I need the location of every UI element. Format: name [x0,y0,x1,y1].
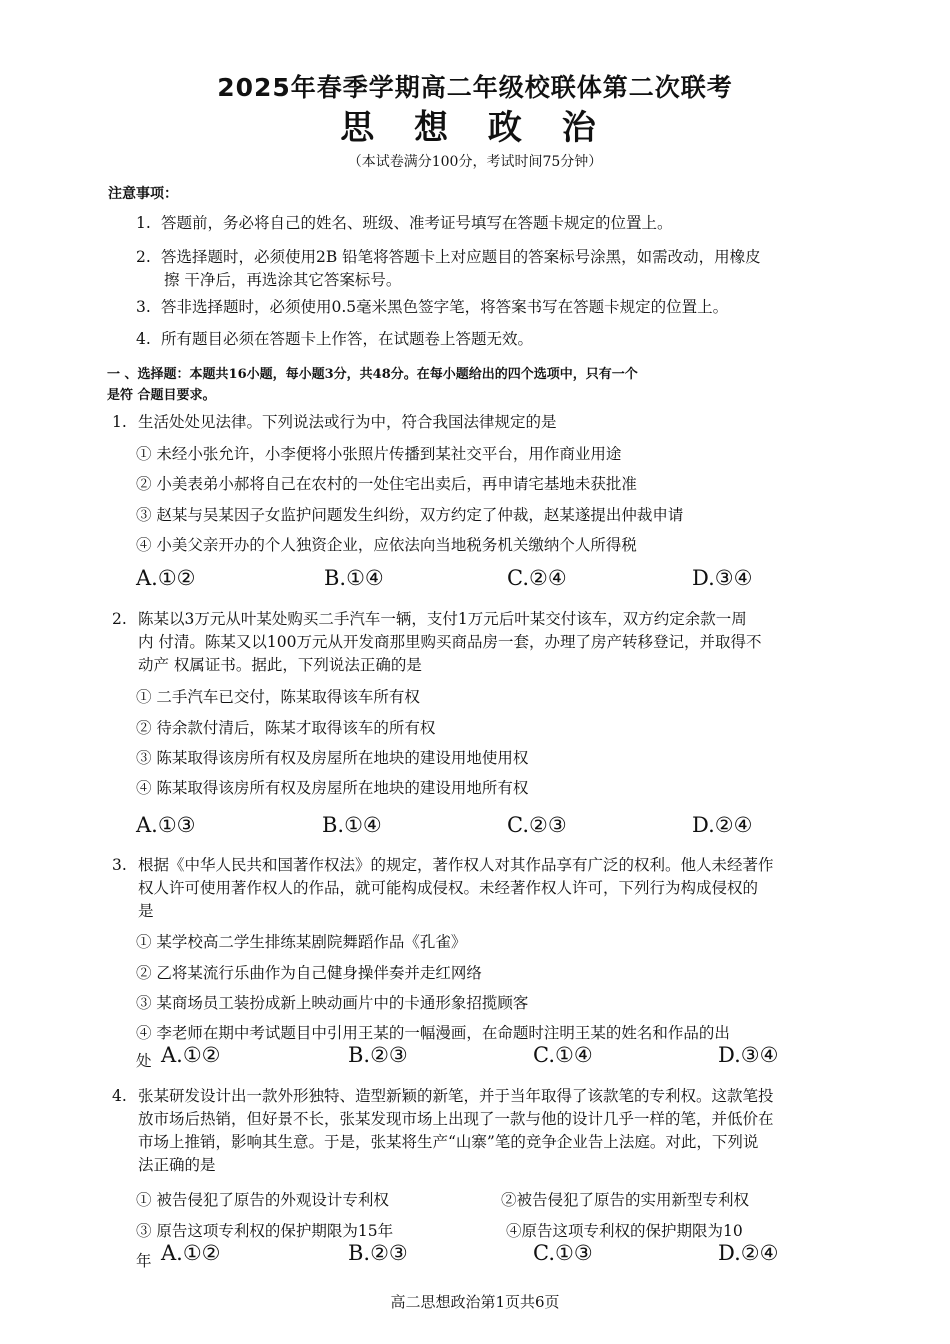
question-text: 动产 权属证书。据此，下列说法正确的是 [138,656,422,674]
question-stem [112,411,887,434]
statement-option: ③ 某商场员工装扮成新上映动画片中的卡通形象招揽顾客 [136,994,529,1012]
statement-option: ③ 陈某取得该房所有权及房屋所在地块的建设用地使用权 [136,749,529,767]
question-stem [112,854,887,923]
question-number: 2. [112,610,127,628]
answer-choice: A.①② [136,566,196,590]
statement-option: ④原告这项专利权的保护期限为10 [506,1222,743,1240]
answer-choice: D.②④ [718,1241,779,1265]
notice-text: 答题前，务必将自己的姓名、班级、准考证号填写在答题卡规定的位置上。 [161,214,673,232]
question-text: 法正确的是 [138,1156,216,1174]
answer-choice: C.②④ [507,566,567,590]
answer-choice: C.②③ [507,813,567,837]
statement-option-tail: 年 [136,1252,152,1270]
statement-option: ① 未经小张允许，小李便将小张照片传播到某社交平台，用作商业用途 [136,445,622,463]
notice-item [136,328,876,351]
notice-number: 1. [136,214,151,232]
notice-heading: 注意事项： [108,186,178,202]
question-number: 3. [112,856,127,874]
exam-title: 2025年春季学期高二年级校联体第二次联考 [217,73,733,102]
question-number: 4. [112,1087,127,1105]
answer-choice: B.②③ [348,1241,408,1265]
question-text: 是 [138,902,154,920]
statement-option-tail: 处 [136,1052,152,1070]
question-number: 1. [112,413,127,431]
answer-choice: B.②③ [348,1043,408,1067]
notice-item [136,296,876,319]
notice-text: 答选择题时，必须使用2B 铅笔将答题卡上对应题目的答案标号涂黑，如需改动，用橡皮 [161,248,761,266]
statement-option: ① 二手汽车已交付，陈某取得该车所有权 [136,688,420,706]
section-heading-line: 一 、选择题：本题共16小题，每小题3分，共48分。在每小题给出的四个选项中，只有一个 [107,367,638,382]
answer-choice: B.①④ [322,813,382,837]
answer-choice: D.③④ [692,566,753,590]
notice-number: 4. [136,330,151,348]
exam-subtitle: （本试卷满分100分，考试时间75分钟） [347,154,603,170]
answer-choice: D.③④ [718,1043,779,1067]
statement-option: ② 乙将某流行乐曲作为自己健身操伴奏并走红网络 [136,964,482,982]
question-text: 市场上推销，影响其生意。于是，张某将生产“山寨”笔的竞争企业告上法庭。对此，下列说 [138,1133,759,1151]
notice-text: 答非选择题时，必须使用0.5毫米黑色签字笔，将答案书写在答题卡规定的位置上。 [161,298,729,316]
section-heading [107,364,877,406]
question-text: 陈某以3万元从叶某处购买二手汽车一辆，支付1万元后叶某交付该车，双方约定余款一周 [138,610,747,628]
statement-option: ③ 赵某与吴某因子女监护问题发生纠纷，双方约定了仲裁，赵某遂提出仲裁申请 [136,506,684,524]
answer-choice: A.①③ [136,813,196,837]
statement-option: ② 小美表弟小郝将自己在农村的一处住宅出卖后，再申请宅基地未获批准 [136,475,637,493]
notice-number: 2. [136,248,151,266]
answer-choice: A.①② [161,1241,221,1265]
section-heading-line: 是符 合题目要求。 [107,388,216,403]
question-text: 放市场后热销，但好景不长，张某发现市场上出现了一款与他的设计几乎一样的笔，并低价在 [138,1110,774,1128]
statement-option: ④ 陈某取得该房所有权及房屋所在地块的建设用地所有权 [136,779,529,797]
answer-choice: B.①④ [324,566,384,590]
statement-option: ④ 小美父亲开办的个人独资企业，应依法向当地税务机关缴纳个人所得税 [136,536,637,554]
statement-option: ② 待余款付清后，陈某才取得该车的所有权 [136,719,436,737]
statement-option: ① 某学校高二学生排练某剧院舞蹈作品《孔雀》 [136,933,467,951]
notice-text-continued: 擦 干净后，再选涂其它答案标号。 [164,271,402,289]
statement-option: ④ 李老师在期中考试题目中引用王某的一幅漫画，在命题时注明王某的姓名和作品的出 [136,1024,730,1042]
notice-item [136,246,876,292]
question-text: 权人许可使用著作权人的作品，就可能构成侵权。未经著作权人许可，下列行为构成侵权的 [138,879,759,897]
answer-choice: A.①② [161,1043,221,1067]
page-footer: 高二思想政治第1页共6页 [390,1293,560,1311]
notice-item [136,212,876,235]
answer-choice: D.②④ [692,813,753,837]
question-stem [112,1085,887,1177]
statement-option: ②被告侵犯了原告的实用新型专利权 [501,1191,750,1209]
notice-number: 3. [136,298,151,316]
question-text: 内 付清。陈某又以100万元从开发商那里购买商品房一套，办理了房产转移登记，并取得不 [138,633,762,651]
statement-option: ③ 原告这项专利权的保护期限为15年 [136,1222,394,1240]
question-text: 张某研发设计出一款外形独特、造型新颖的新笔，并于当年取得了该款笔的专利权。这款笔投 [138,1087,774,1105]
answer-choice: C.①③ [533,1241,593,1265]
statement-option: ① 被告侵犯了原告的外观设计专利权 [136,1191,389,1209]
subject-title: 思 想 政 治 [340,108,610,148]
question-stem [112,608,887,677]
notice-text: 所有题目必须在答题卡上作答，在试题卷上答题无效。 [161,330,534,348]
answer-choice: C.①④ [533,1043,593,1067]
question-text: 根据《中华人民共和国著作权法》的规定，著作权人对其作品享有广泛的权利。他人未经著作 [138,856,774,874]
question-text: 生活处处见法律。下列说法或行为中，符合我国法律规定的是 [138,413,557,431]
